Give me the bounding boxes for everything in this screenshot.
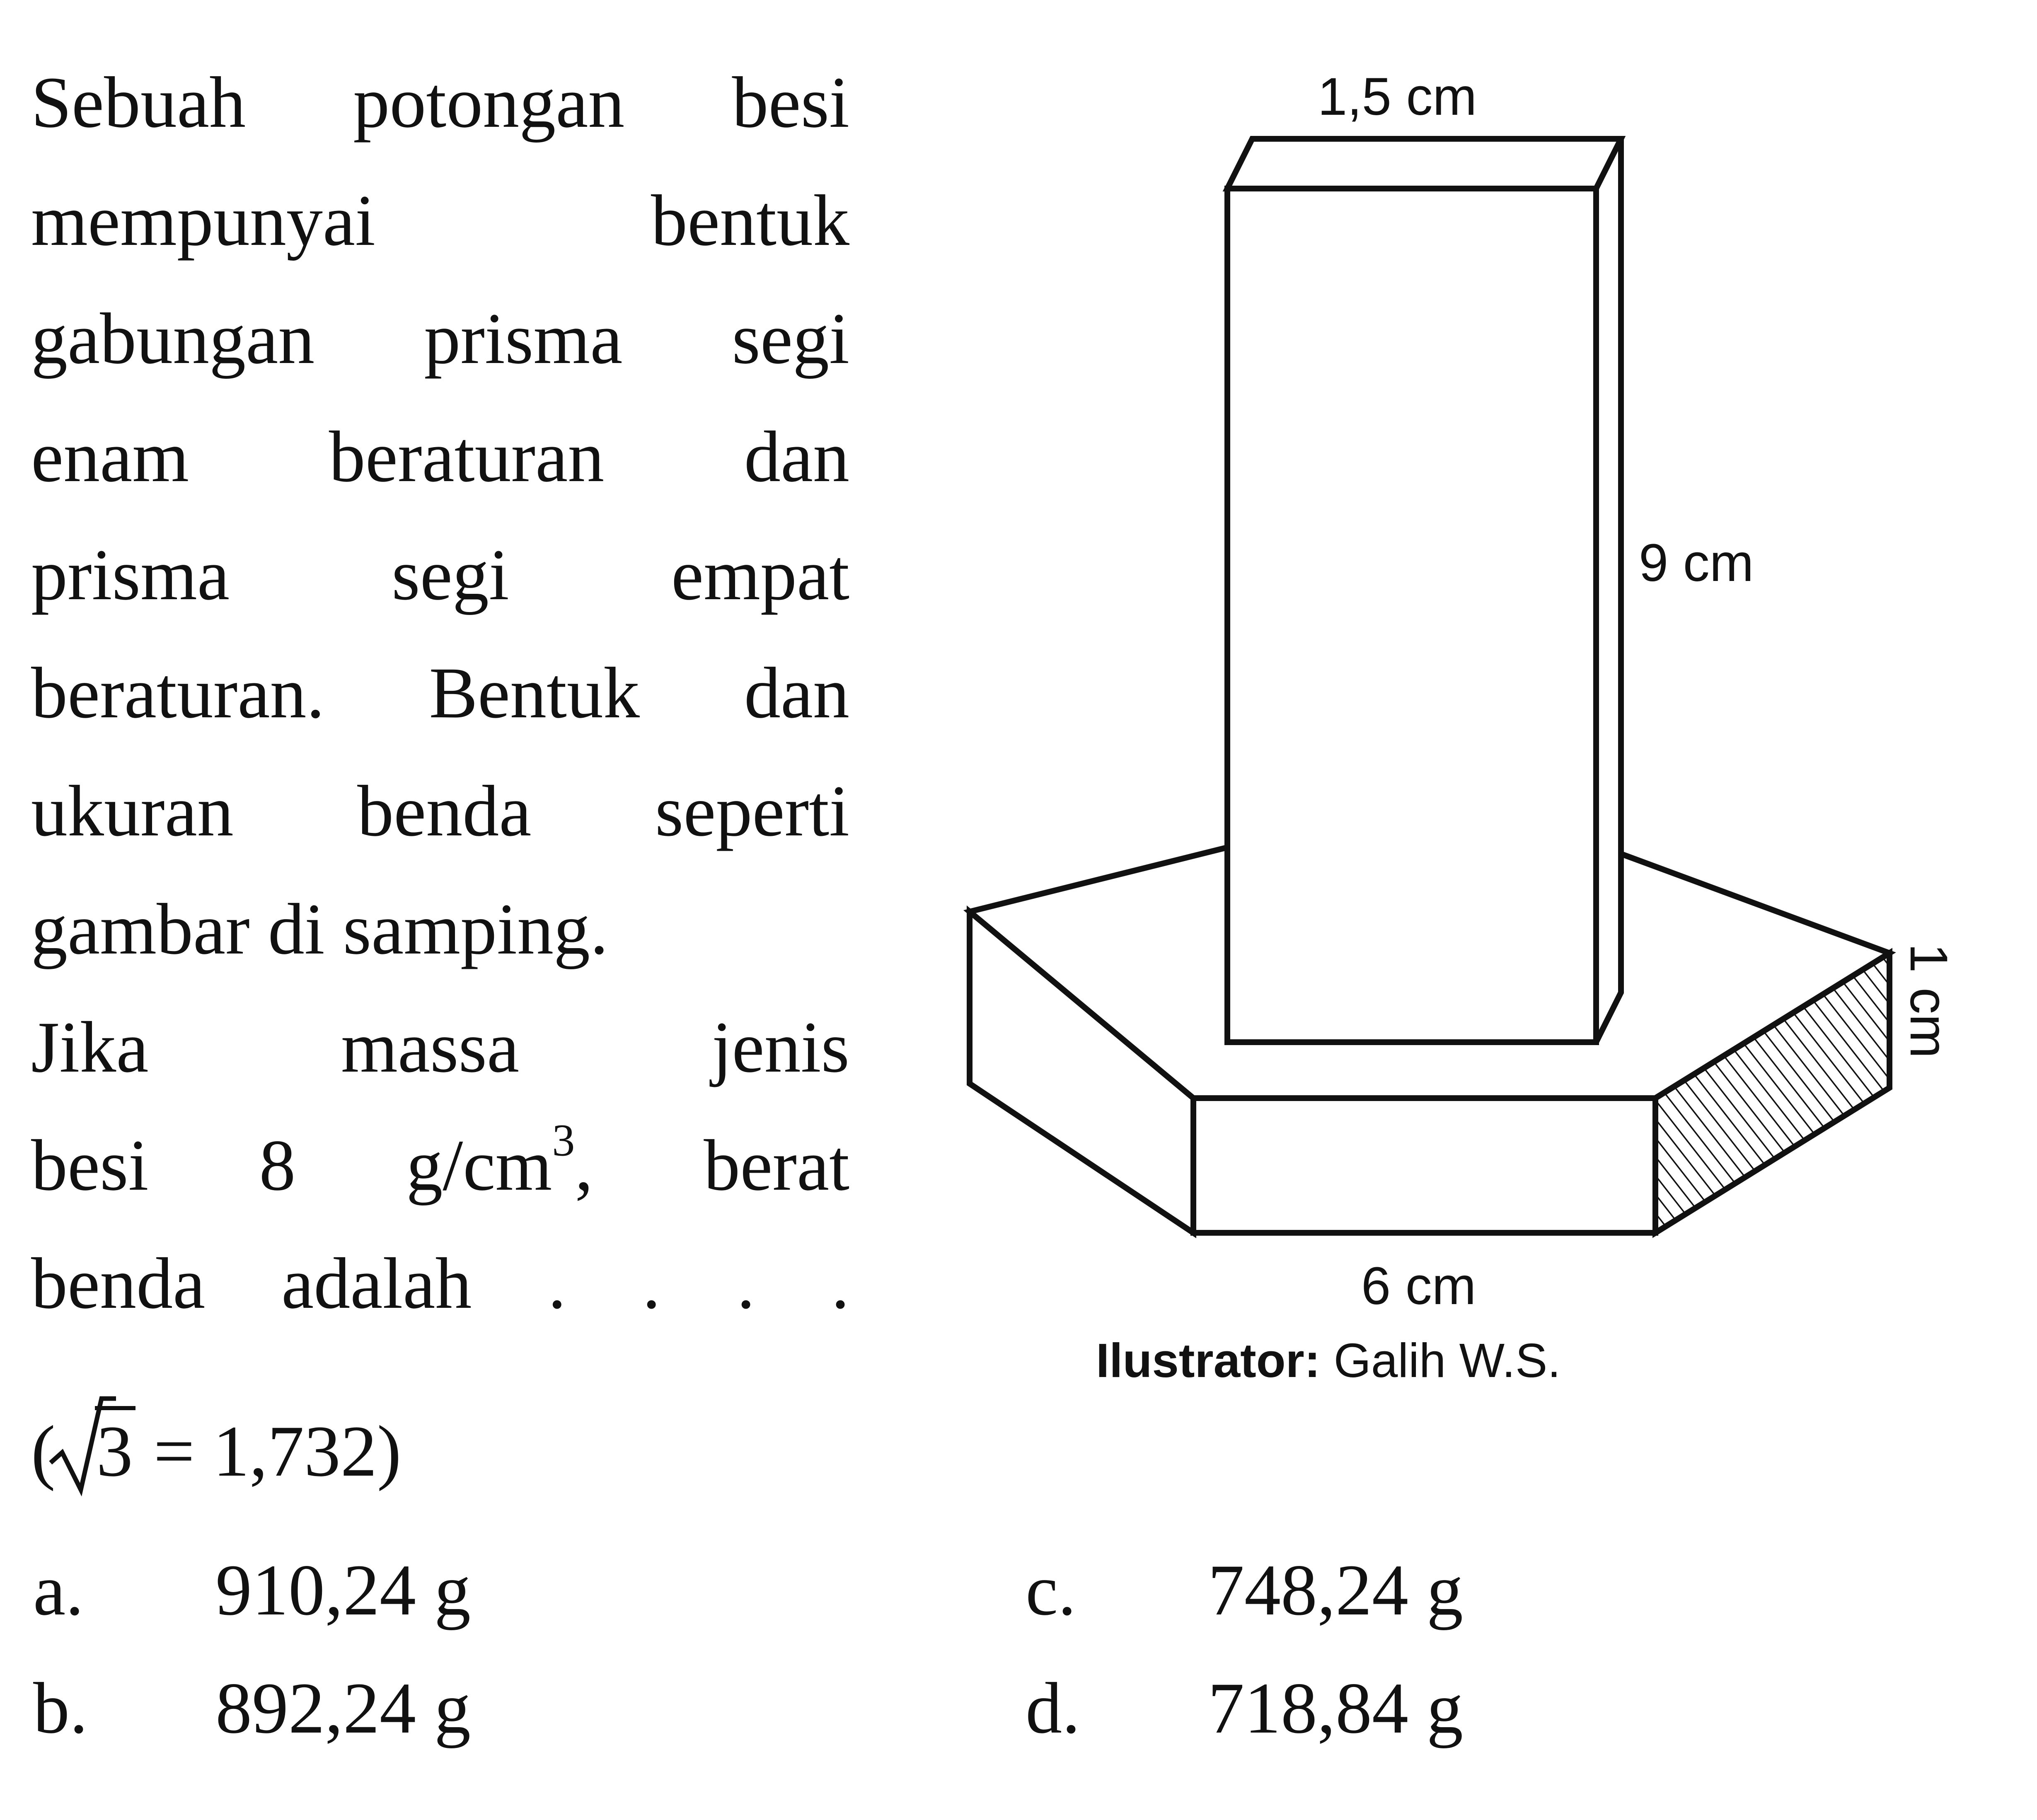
illustrator-credit [1096, 1334, 1561, 1387]
option-c-value: 748,24 g [1208, 1550, 1463, 1631]
option-a-value: 910,24 g [215, 1550, 471, 1631]
density-exponent: 3 [552, 1115, 575, 1166]
density-tail: , berat [575, 1125, 849, 1206]
sqrt-radicand: 3 [95, 1406, 135, 1492]
question-line-3: gabungan prisma segi [31, 298, 849, 379]
question-line-4: enam beraturan dan [31, 416, 849, 497]
hexagon-front-face [1193, 1098, 1655, 1233]
credit-label: Ilustrator: [1096, 1334, 1321, 1387]
prism-front-face [1227, 189, 1596, 1042]
question-line-2: mempunyai bentuk [31, 180, 849, 261]
question-line-1: Sebuah potongan besi [31, 62, 849, 143]
label-base-side: 6 cm [1361, 1256, 1476, 1316]
question-line-last: benda adalah . . . . [31, 1243, 849, 1324]
label-height: 9 cm [1639, 533, 1754, 593]
prism-right-face [1596, 139, 1621, 1042]
label-top-width: 1,5 cm [1318, 67, 1477, 126]
question-line-5: prisma segi empat [31, 535, 849, 615]
option-c-letter: c. [1026, 1550, 1077, 1631]
density-text: besi 8 g/cm [31, 1125, 552, 1206]
label-base-thickness: 1 cm [1899, 943, 1958, 1058]
option-a-letter: a. [33, 1550, 84, 1631]
sqrt-equals: = 1,732) [135, 1411, 402, 1492]
prism-top-face [1227, 139, 1621, 189]
question-line-9: Jika massa jenis [31, 1007, 849, 1088]
question-line-8: gambar di samping. [31, 889, 609, 970]
sqrt-open-paren: ( [31, 1411, 56, 1492]
question-line-7: ukuran benda seperti [31, 771, 849, 852]
option-b-letter: b. [33, 1668, 88, 1749]
option-b-value: 892,24 g [215, 1668, 471, 1749]
option-d-value: 718,84 g [1208, 1668, 1463, 1749]
option-d-letter: d. [1026, 1668, 1080, 1749]
question-line-6: beraturan. Bentuk dan [31, 653, 849, 733]
credit-name: Galih W.S. [1320, 1334, 1561, 1387]
